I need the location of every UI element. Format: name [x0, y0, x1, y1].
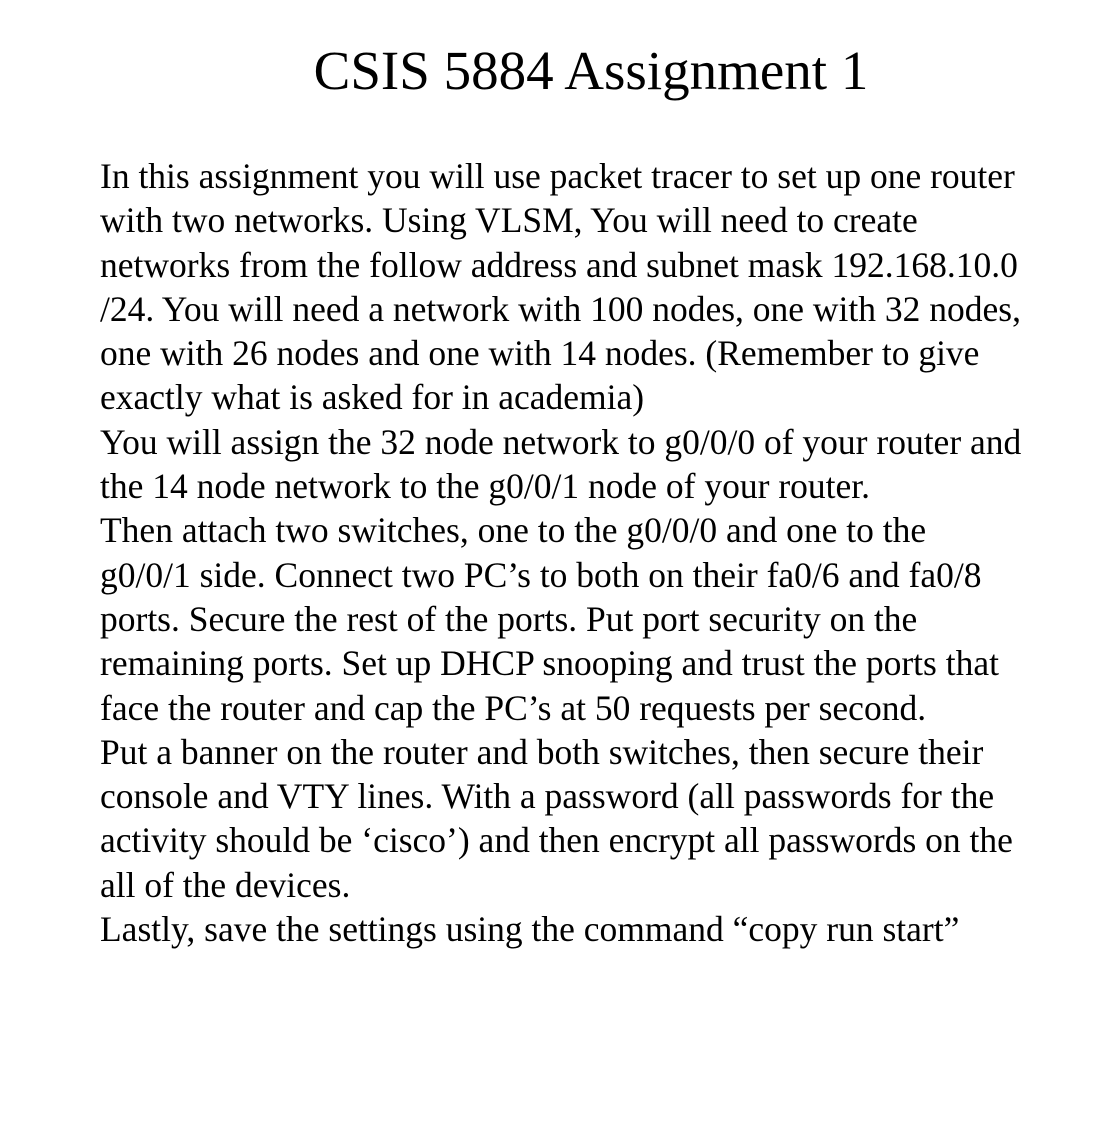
body-line: activity should be ‘cisco’) and then encrypt all passwords on the [100, 820, 1013, 861]
page-title: CSIS 5884 Assignment 1 [313, 40, 869, 101]
body-line: In this assignment you will use packet tracer to set up one router [100, 156, 1015, 196]
assignment-body [100, 154, 1110, 951]
body-line: remaining ports. Set up DHCP snooping and trust the ports that [100, 643, 999, 684]
body-line: networks from the follow address and subnet mask 192.168.10.0 [100, 244, 1018, 285]
body-line: face the router and cap the PC’s at 50 requests per second. [100, 687, 927, 728]
body-line: /24. You will need a network with 100 nodes, one with 32 nodes, [100, 288, 1021, 329]
body-line: the 14 node network to the g0/0/1 node of your router. [100, 466, 870, 507]
body-line: one with 26 nodes and one with 14 nodes. (Remember to give [100, 333, 980, 374]
body-line: ports. Secure the rest of the ports. Put port security on the [100, 598, 918, 639]
body-line: You will assign the 32 node network to g0/0/0 of your router and [100, 421, 1022, 462]
body-line: all of the devices. [100, 864, 351, 905]
body-line: console and VTY lines. With a password (all passwords for the [100, 776, 995, 817]
body-line: Put a banner on the router and both switches, then secure their [100, 731, 984, 772]
body-line: g0/0/1 side. Connect two PC’s to both on their fa0/6 and fa0/8 [100, 554, 982, 595]
body-line: Lastly, save the settings using the command “copy run start” [100, 909, 960, 950]
body-line: exactly what is asked for in academia) [100, 377, 645, 418]
body-line: with two networks. Using VLSM, You will need to create [100, 200, 918, 241]
body-line: Then attach two switches, one to the g0/0/0 and one to the [100, 510, 927, 551]
